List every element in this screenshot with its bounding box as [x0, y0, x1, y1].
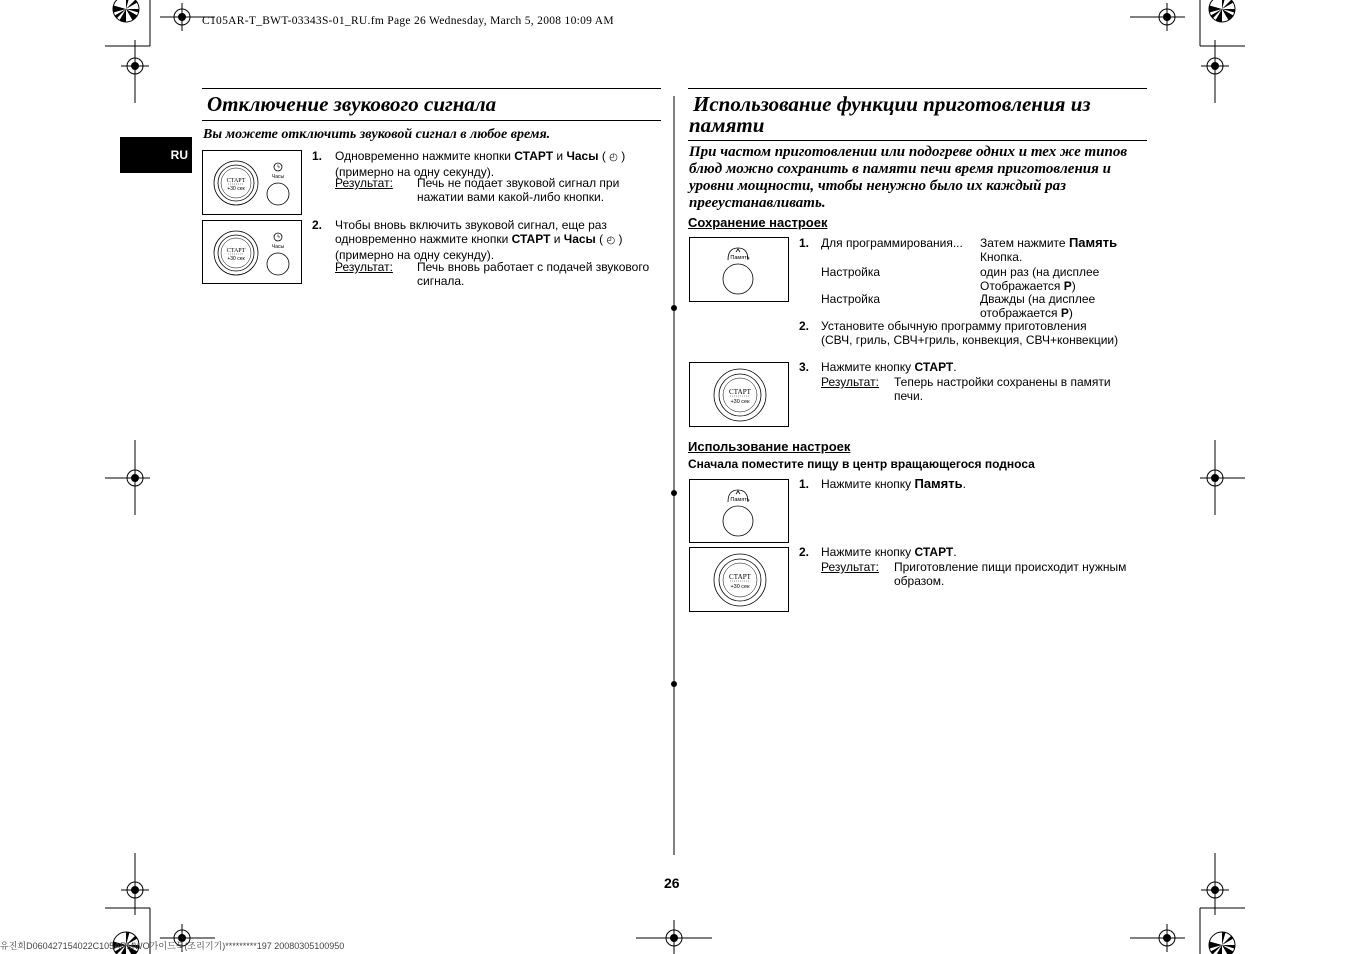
use-step-2-result-label: Результат: — [821, 560, 879, 574]
start-button-illustration-2 — [689, 547, 789, 612]
left-step-1-number: 1. — [312, 149, 323, 163]
file-info-header: C105AR-T_BWT-03343S-01_RU.fm Page 26 Wednesday, March 5, 2008 10:09 AM — [202, 15, 614, 27]
left-step-2-text: Чтобы вновь включить звуковой сигнал, еще раз одновременно нажмите кнопки СТАРТ и Часы ( ◴ ) (примерно на одну секунду). — [335, 218, 623, 262]
start-clock-panel-illustration-1 — [202, 150, 302, 215]
save-step-3-result-label: Результат: — [821, 375, 879, 389]
memory-button-illustration-2 — [689, 479, 789, 543]
page-number: 26 — [664, 875, 680, 891]
plus30-label: +30 сек — [730, 399, 750, 405]
right-intro: При частом приготовлении или подогреве одних и тех же типов блюд можно сохранить в памяти печи время приготовления и уровни мощности, чтобы ненужно было их каждый раз прееустанавливать. — [689, 144, 1128, 211]
left-step-1-text: Одновременно нажмите кнопки СТАРТ и Часы ( ◴ ) (примерно на одну секунду). — [335, 149, 626, 179]
language-tab: RU — [120, 137, 192, 173]
left-title-top-rule — [202, 88, 661, 89]
use-settings-heading: Использование настроек — [688, 439, 851, 454]
save-step-1-row-3-right: Дважды (на дисплее отображается P) — [980, 292, 1096, 320]
save-step-2-text: Установите обычную программу приготовления (СВЧ, гриль, СВЧ+гриль, конвекция, СВЧ+конвекции) — [821, 319, 1119, 347]
right-title-top-rule — [688, 88, 1147, 89]
save-step-2-number: 2. — [799, 319, 810, 333]
memory-button-illustration-1 — [689, 237, 789, 302]
left-step-1-result-label: Результат: — [335, 176, 393, 190]
save-step-1-row-1-left: Для программирования... — [821, 236, 963, 250]
start-button-illustration-1 — [689, 362, 789, 427]
use-step-2-result-text: Приготовление пищи происходит нужным образом. — [894, 560, 1127, 588]
save-step-1-row-3-left: Настройка — [821, 292, 881, 306]
start-label: СТАРТ — [729, 573, 751, 581]
left-section-title: Отключение звукового сигнала — [207, 92, 497, 116]
left-step-1-result-text: Печь не подает звуковой сигнал при нажатии вами какой-либо кнопки. — [417, 176, 620, 204]
save-step-1-number: 1. — [799, 236, 810, 250]
use-step-1-number: 1. — [799, 477, 810, 491]
left-title-bottom-rule — [202, 120, 661, 121]
clock-label: Часы — [271, 174, 285, 180]
use-step-1-text: Нажмите кнопку Память. — [821, 476, 966, 491]
use-step-2-number: 2. — [799, 545, 810, 559]
left-step-2-number: 2. — [312, 218, 323, 232]
clock-icon: ◴ — [606, 235, 616, 246]
memory-button-icon — [690, 480, 788, 542]
left-step-2-result-label: Результат: — [335, 260, 393, 274]
save-step-3-text: Нажмите кнопку СТАРТ. — [821, 360, 957, 374]
clock-icon: ◴ — [609, 152, 618, 163]
control-panel-icon — [203, 151, 301, 214]
save-step-3-result-text: Теперь настройки сохранены в памяти печи. — [894, 375, 1111, 403]
plus30-label: +30 сек — [730, 584, 750, 590]
control-panel-icon — [203, 221, 301, 283]
start-button-icon — [690, 363, 788, 426]
print-info-footer: 유진희D060427154022C105ARMWO가이드북(조리기기)*********197 20080305100950 — [0, 941, 345, 951]
clock-label: Часы — [271, 244, 285, 250]
right-title-bottom-rule — [688, 140, 1147, 141]
start-button-icon — [690, 548, 788, 611]
save-step-3-number: 3. — [799, 360, 810, 374]
left-intro: Вы можете отключить звуковой сигнал в любое время. — [203, 127, 551, 142]
save-step-1-row-1-right: Затем нажмите Память Кнопка. — [980, 235, 1118, 264]
left-step-2-result-text: Печь вновь работает с подачей звукового сигнала. — [417, 260, 650, 288]
memory-label: Память — [730, 497, 750, 503]
memory-button-icon — [690, 238, 788, 301]
use-settings-note: Сначала поместите пищу в центр вращающегося подноса — [688, 457, 1035, 471]
save-step-1-row-2-right: один раз (на дисплее Отображается P) — [980, 265, 1100, 293]
right-section-title: Использование функции приготовления из памяти — [689, 92, 1091, 137]
start-label: СТАРТ — [226, 178, 246, 184]
use-step-2-text: Нажмите кнопку СТАРТ. — [821, 545, 957, 559]
save-settings-heading: Сохранение настроек — [688, 215, 828, 230]
save-step-1-row-2-left: Настройка — [821, 265, 881, 279]
start-label: СТАРТ — [226, 248, 246, 254]
plus30-label: +30 сек — [227, 186, 245, 192]
start-label: СТАРТ — [729, 388, 751, 396]
memory-label: Память — [730, 255, 750, 261]
plus30-label: +30 сек — [227, 256, 245, 262]
start-clock-panel-illustration-2 — [202, 220, 302, 284]
